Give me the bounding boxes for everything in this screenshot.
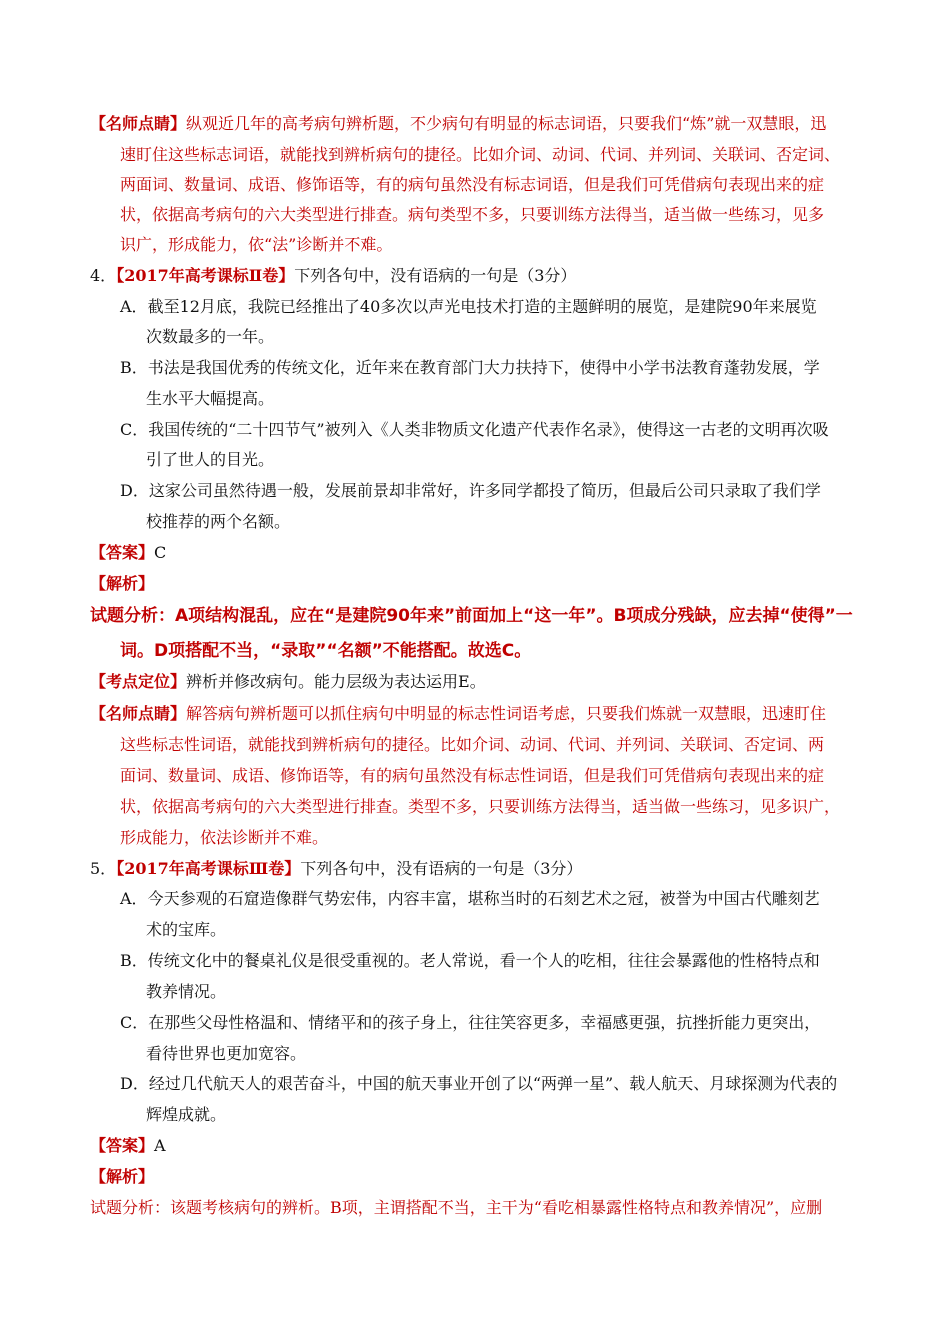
option-line: B．书法是我国优秀的传统文化，近年来在教育部门大力扶持下，使得中小学书法教育蓬勃发展，学 <box>120 358 820 377</box>
option-line: 教养情况。 <box>146 982 227 1001</box>
option-letter: D． <box>120 1074 149 1093</box>
option-line: D．经过几代航天人的艰苦奋斗，中国的航天事业开创了以“两弹一星”、载人航天、月球探测为代表的 <box>120 1074 838 1093</box>
option-line: 生水平大幅提高。 <box>146 389 275 408</box>
answer-value: C <box>154 543 167 562</box>
option-line: C．我国传统的“二十四节气”被列入《人类非物质文化遗产代表作名录》，使得这一古老的文明再次吸 <box>120 420 829 439</box>
note-line: 这些标志性词语，就能找到辨析病句的捷径。比如介词、动词、代词、并列词、关联词、否定词、两 <box>120 735 825 754</box>
question-number: 4． <box>90 266 117 285</box>
option-letter: D． <box>120 481 149 500</box>
analysis-label: 【解析】 <box>90 1167 155 1186</box>
note-line: 【名师点睛】解答病句辨析题可以抓住病句中明显的标志性词语考虑，只要我们炼就一双慧眼，迅速盯住 <box>90 704 827 723</box>
option-line: 看待世界也更加宽容。 <box>146 1044 307 1063</box>
option-letter: A． <box>120 297 148 316</box>
option-line: B．传统文化中的餐桌礼仪是很受重视的。老人常说，看一个人的吃相，往往会暴露他的性格特点和 <box>120 951 820 970</box>
question-stem: 5．【2017年高考课标Ⅲ卷】下列各句中，没有语病的一句是（3分） <box>90 859 583 878</box>
question-source: 【2017年高考课标Ⅲ卷】 <box>116 859 301 878</box>
note-line: 识广，形成能力，依“法”诊断并不难。 <box>120 235 393 254</box>
kaodian-line: 【考点定位】辨析并修改病句。能力层级为表达运用E。 <box>90 672 486 691</box>
answer-label: 【答案】 <box>90 543 155 562</box>
option-line: A．今天参观的石窟造像群气势宏伟，内容丰富，堪称当时的石刻艺术之冠，被誉为中国古代雕刻艺 <box>120 889 820 908</box>
option-letter: B． <box>120 358 148 377</box>
analysis-line: 词。D项搭配不当，“录取”“名额”不能搭配。故选C。 <box>120 641 532 661</box>
note-line: 状，依据高考病句的六大类型进行排查。病句类型不多，只要训练方法得当，适当做一些练习，见多 <box>120 205 825 224</box>
note-line: 【名师点睛】纵观近几年的高考病句辨析题，不少病句有明显的标志词语，只要我们“炼”就一双慧眼，迅 <box>90 114 827 133</box>
note-label: 【名师点睛】 <box>90 114 187 133</box>
option-letter: C． <box>120 1013 149 1032</box>
option-line: D．这家公司虽然待遇一般，发展前景却非常好，许多同学都投了简历，但最后公司只录取了我们学 <box>120 481 821 500</box>
analysis-line: 试题分析：A项结构混乱，应在“是建院90年来”前面加上“这一年”。B项成分残缺，应去掉“使得”一 <box>90 606 853 626</box>
answer-label: 【答案】 <box>90 1136 155 1155</box>
option-letter: A． <box>120 889 148 908</box>
option-line: 校推荐的两个名额。 <box>146 512 291 531</box>
answer-value: A <box>154 1136 166 1155</box>
option-line: 引了世人的目光。 <box>146 450 275 469</box>
question-source: 【2017年高考课标Ⅱ卷】 <box>116 266 295 285</box>
analysis-label: 【解析】 <box>90 574 155 593</box>
note-line: 速盯住这些标志词语，就能找到辨析病句的捷径。比如介词、动词、代词、并列词、关联词、否定词、 <box>120 145 841 164</box>
option-letter: C． <box>120 420 149 439</box>
option-line: A．截至12月底，我院已经推出了40多次以声光电技术打造的主题鲜明的展览，是建院90年来展览 <box>120 297 817 316</box>
answer-line <box>90 543 166 563</box>
analysis-line: 试题分析：该题考核病句的辨析。B项，主谓搭配不当，主干为“看吃相暴露性格特点和教养情况”，应删 <box>90 1198 823 1217</box>
answer-line <box>90 1136 166 1156</box>
question-number: 5． <box>90 859 117 878</box>
option-line: C．在那些父母性格温和、情绪平和的孩子身上，往往笑容更多，幸福感更强，抗挫折能力更突出， <box>120 1013 821 1032</box>
option-letter: B． <box>120 951 148 970</box>
option-line: 辉煌成就。 <box>146 1105 227 1124</box>
option-line: 次数最多的一年。 <box>146 327 275 346</box>
question-stem: 4．【2017年高考课标Ⅱ卷】下列各句中，没有语病的一句是（3分） <box>90 266 577 285</box>
kaodian-label: 【考点定位】 <box>90 672 187 691</box>
note-line: 状，依据高考病句的六大类型进行排查。类型不多，只要训练方法得当，适当做一些练习，见多识广， <box>120 797 841 816</box>
option-line: 术的宝库。 <box>146 920 227 939</box>
note-line: 两面词、数量词、成语、修饰语等，有的病句虽然没有标志词语，但是我们可凭借病句表现出来的症 <box>120 175 825 194</box>
note-line: 面词、数量词、成语、修饰语等，有的病句虽然没有标志性词语，但是我们可凭借病句表现出来的症 <box>120 766 825 785</box>
note-label: 【名师点睛】 <box>90 704 187 723</box>
note-line: 形成能力，依法诊断并不难。 <box>120 828 329 847</box>
